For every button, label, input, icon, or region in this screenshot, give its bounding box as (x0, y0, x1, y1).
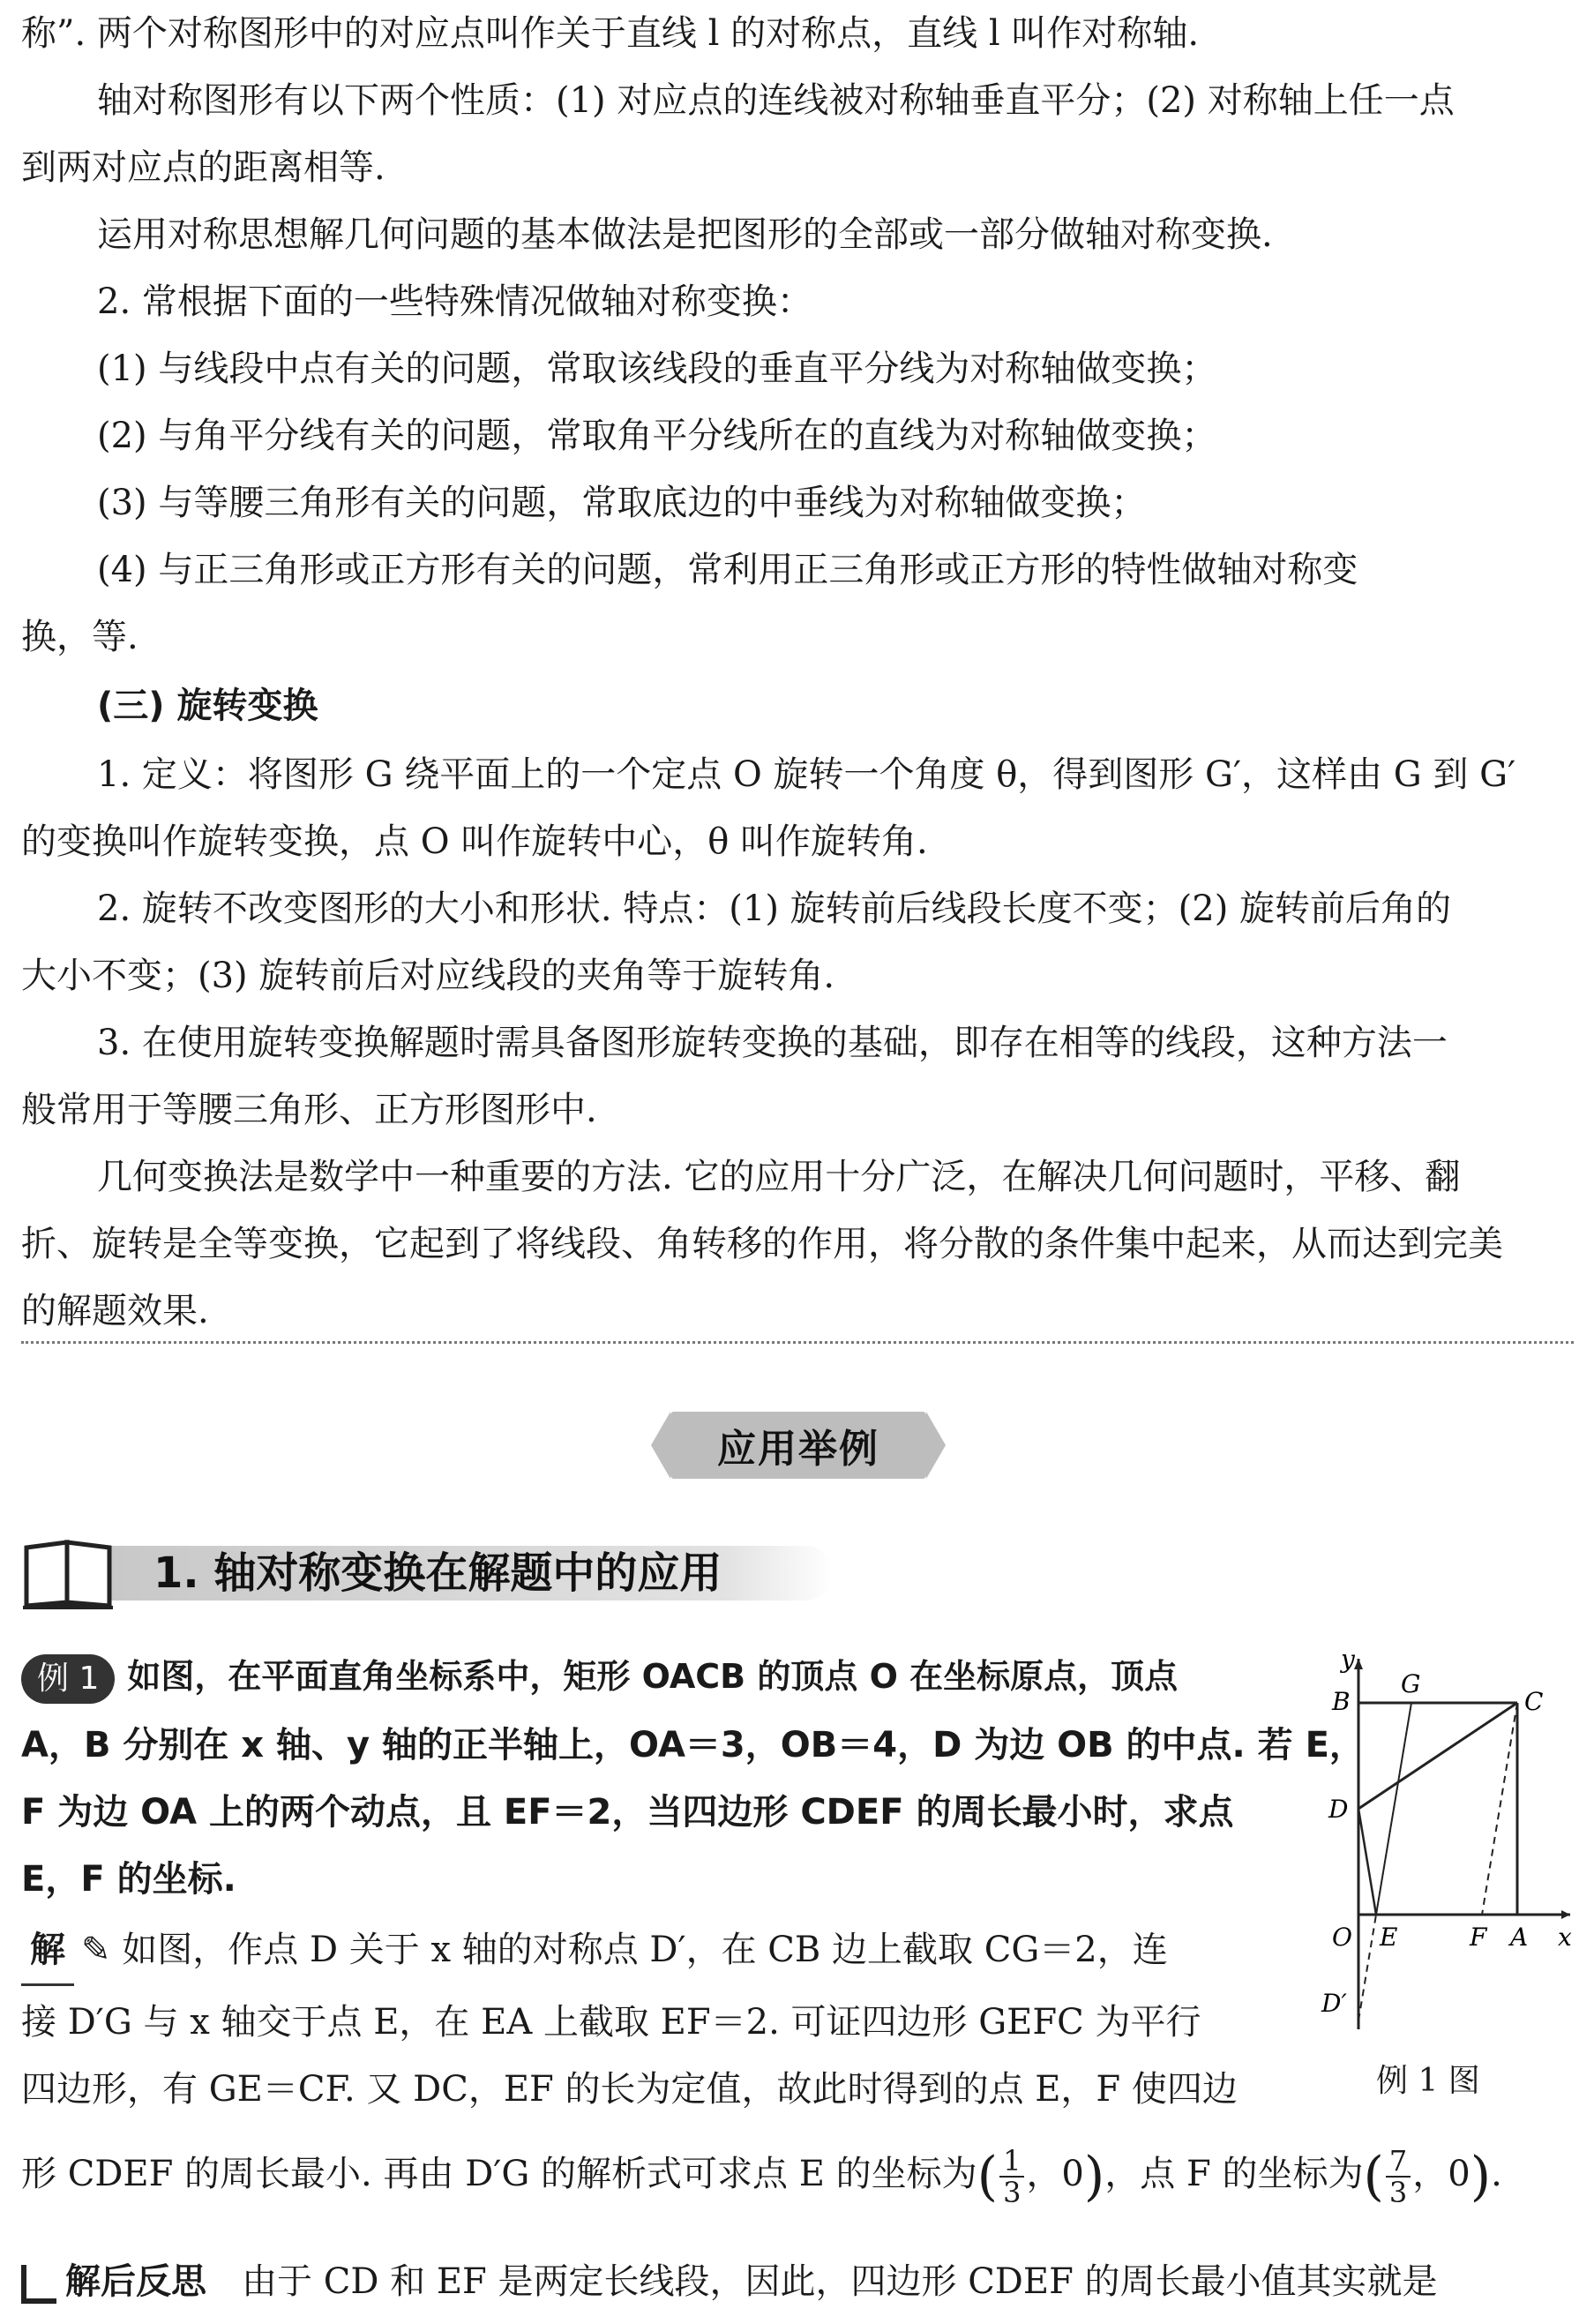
frac-f (1386, 2146, 1411, 2208)
section-banner: 应用举例 (670, 1412, 926, 1479)
solution-label: 解 (21, 1916, 74, 1986)
paren-open-f: ( (1363, 2146, 1384, 2208)
intro-line-10: 换，等. (21, 617, 138, 657)
reflection-icon (21, 2265, 56, 2304)
rotation-line-1: 1. 定义：将图形 G 绕平面上的一个定点 O 旋转一个角度 θ，得到图形 G′，这样由 G 到 G′ (97, 754, 1516, 795)
reflection-line (21, 2248, 1438, 2315)
label-d: D (1328, 1795, 1349, 1824)
rotation-line-9: 的解题效果. (21, 1291, 209, 1331)
segment-cf (1482, 1703, 1517, 1915)
example-line-1 (21, 1643, 1178, 1710)
solution-text-4b: ，点 F 的坐标为 (1104, 2154, 1364, 2194)
book-icon (21, 1535, 118, 1609)
y-axis-arrow-icon (1354, 1659, 1363, 1669)
rotation-line-3: 2. 旋转不改变图形的大小和形状. 特点：(1) 旋转前后线段长度不变；(2) 旋转前后角的 (97, 888, 1452, 929)
frac-f-den: 3 (1388, 2176, 1408, 2209)
subsection-title: 1. 轴对称变换在解题中的应用 (153, 1548, 722, 1598)
solution-text-4a: 形 CDEF 的周长最小. 再由 D′G 的解析式可求点 E 的坐标为 (21, 2154, 977, 2194)
f-zero: ，0 (1412, 2154, 1471, 2194)
segment-de (1358, 1809, 1376, 1915)
solution-text-1: 如图，作点 D 关于 x 轴的对称点 D′，在 CB 边上截取 CG＝2，连 (122, 1930, 1168, 1970)
section-divider (21, 1341, 1574, 1344)
rotation-line-4: 大小不变；(3) 旋转前后对应线段的夹角等于旋转角. (21, 956, 835, 996)
solution-line-3: 四边形，有 GE＝CF. 又 DC，EF 的长为定值，故此时得到的点 E，F 使四边 (21, 2069, 1238, 2110)
intro-line-8: (3) 与等腰三角形有关的问题，常取底边的中垂线为对称轴做变换； (97, 483, 1147, 523)
frac-f-num: 7 (1386, 2146, 1411, 2178)
label-a: A (1510, 1923, 1529, 1952)
reflection-text: 由于 CD 和 EF 是两定长线段，因此，四边形 CDEF 的周长最小值其实就是 (242, 2261, 1438, 2302)
label-c: C (1524, 1687, 1544, 1716)
frac-e-den: 3 (1003, 2176, 1022, 2209)
subsection-header (21, 1535, 815, 1609)
intro-line-4: 运用对称思想解几何问题的基本做法是把图形的全部或一部分做轴对称变换. (97, 214, 1273, 255)
solution-line-1 (21, 1916, 1168, 1986)
intro-line-9: (4) 与正三角形或正方形有关的问题，常利用正三角形或正方形的特性做轴对称变 (97, 550, 1358, 590)
rotation-line-6: 般常用于等腰三角形、正方形图形中. (21, 1090, 597, 1130)
label-x: x (1558, 1923, 1572, 1952)
x-axis-arrow-icon (1561, 1910, 1570, 1919)
solution-period: . (1491, 2154, 1502, 2194)
intro-line-3: 到两对应点的距离相等. (21, 147, 385, 188)
segment-dc (1358, 1703, 1517, 1809)
rotation-heading: (三) 旋转变换 (97, 686, 318, 726)
reflection-label: 解后反思 (65, 2261, 206, 2302)
intro-line-2: 轴对称图形有以下两个性质：(1) 对应点的连线被对称轴垂直平分；(2) 对称轴上任一点 (97, 80, 1455, 121)
rotation-line-8: 折、旋转是全等变换，它起到了将线段、角转移的作用，将分散的条件集中起来，从而达到完美 (21, 1224, 1503, 1264)
paren-close-f: ) (1470, 2146, 1492, 2208)
example-figure (1306, 1650, 1579, 2038)
label-dp: D′ (1321, 1989, 1347, 2018)
frac-e (999, 2146, 1024, 2208)
label-b: B (1332, 1687, 1351, 1716)
intro-line-7: (2) 与角平分线有关的问题，常取角平分线所在的直线为对称轴做变换； (97, 416, 1217, 456)
frac-e-num: 1 (999, 2146, 1024, 2178)
paren-open-e: ( (977, 2146, 999, 2208)
figure-caption: 例 1 图 (1376, 2063, 1480, 2099)
label-o: O (1332, 1923, 1352, 1952)
solution-line-2: 接 D′G 与 x 轴交于点 E，在 EA 上截取 EF＝2. 可证四边形 GEFC 为平行 (21, 2002, 1201, 2043)
example-text-1: 如图，在平面直角坐标系中，矩形 OACB 的顶点 O 在坐标原点，顶点 (127, 1657, 1179, 1696)
pencil-icon: ✎ (81, 1930, 111, 1970)
intro-line-1: 称”. 两个对称图形中的对应点叫作关于直线 l 的对称点，直线 l 叫作对称轴. (21, 13, 1200, 54)
intro-line-6: (1) 与线段中点有关的问题，常取该线段的垂直平分线为对称轴做变换； (97, 349, 1217, 389)
example-line-3: F 为边 OA 上的两个动点，且 EF＝2，当四边形 CDEF 的周长最小时，求点 (21, 1792, 1234, 1833)
rotation-line-2: 的变换叫作旋转变换，点 O 叫作旋转中心，θ 叫作旋转角. (21, 821, 928, 862)
label-g: G (1401, 1669, 1421, 1698)
solution-line-4 (21, 2140, 1502, 2210)
paren-close-e: ) (1083, 2146, 1105, 2208)
example-badge: 例 1 (21, 1654, 115, 1704)
rotation-line-7: 几何变换法是数学中一种重要的方法. 它的应用十分广泛，在解决几何问题时，平移、翻 (97, 1157, 1461, 1197)
example-line-4: E，F 的坐标. (21, 1859, 236, 1900)
label-f: F (1470, 1923, 1487, 1952)
intro-line-5: 2. 常根据下面的一些特殊情况做轴对称变换： (97, 281, 812, 322)
example-line-2: A，B 分别在 x 轴、y 轴的正半轴上，OA＝3，OB＝4，D 为边 OB 的中点. 若 E， (21, 1725, 1365, 1765)
e-zero: ，0 (1026, 2154, 1084, 2194)
rotation-line-5: 3. 在使用旋转变换解题时需具备图形旋转变换的基础，即存在相等的线段，这种方法一 (97, 1023, 1448, 1063)
label-e: E (1380, 1923, 1398, 1952)
label-y: y (1341, 1650, 1355, 1674)
